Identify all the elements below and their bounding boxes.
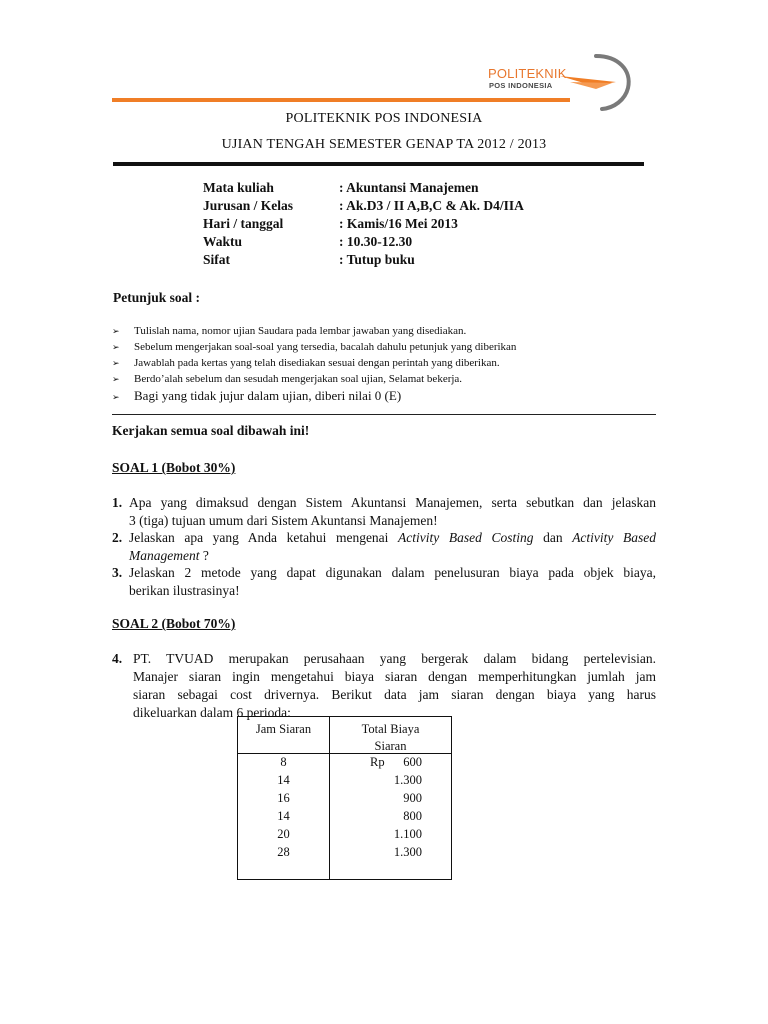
term-abm-part2: Management: [129, 548, 200, 563]
arrow-bullet-icon: ➢: [112, 327, 120, 337]
info-value-hari: : Kamis/16 Mei 2013: [339, 216, 458, 231]
question-text: siaran sebagai cost drivernya. Berikut data jam siaran dengan biaya yang harus: [133, 687, 656, 702]
info-label-mata-kuliah: Mata kuliah: [203, 180, 274, 195]
question-text: Apa yang dimaksud dengan Sistem Akuntansi Manajemen, serta sebutkan dan jelaskan: [129, 495, 656, 510]
question-2: [112, 529, 656, 565]
logo-text-politeknik: POLITEKNIK: [488, 66, 567, 81]
soal-1-heading: SOAL 1 (Bobot 30%): [112, 460, 236, 475]
jam-siaran-table: [237, 716, 452, 880]
instruction-item: ➢ Tulislah nama, nomor ujian Saudara pada lembar jawaban yang disediakan.: [112, 325, 467, 337]
soal-2-heading: SOAL 2 (Bobot 70%): [112, 616, 236, 631]
instruction-item: ➢ Sebelum mengerjakan soal-soal yang tersedia, bacalah dahulu petunjuk yang diberikan: [112, 341, 517, 353]
question-number: 3.: [112, 565, 123, 580]
question-1: [112, 494, 656, 530]
table-cell-jam: 28: [277, 845, 290, 859]
instructions-title: Petunjuk soal :: [113, 290, 201, 305]
arrow-bullet-icon: ➢: [112, 393, 120, 403]
table-cell-biaya: 800: [403, 809, 422, 823]
info-label-sifat: Sifat: [203, 252, 230, 267]
question-number: 4.: [112, 651, 123, 666]
institution-title: POLITEKNIK POS INDONESIA: [285, 111, 483, 126]
term-abm-part1: Activity Based: [572, 530, 657, 545]
info-value-sifat: : Tutup buku: [339, 252, 415, 267]
arrow-bullet-icon: ➢: [112, 375, 120, 385]
exam-title: UJIAN TENGAH SEMESTER GENAP TA 2012 / 2013: [221, 137, 547, 152]
politeknik-logo-swoosh-icon: [556, 52, 634, 112]
question-number: 1.: [112, 495, 123, 510]
table-cell-jam: 20: [277, 827, 290, 841]
table-cell-biaya: 1.300: [393, 845, 422, 859]
table-cell-biaya: 600: [403, 755, 422, 769]
table-cell-jam: 14: [277, 809, 290, 823]
table-cell-jam: 14: [277, 773, 290, 787]
header-orange-rule: [112, 98, 570, 102]
header-thick-rule: [113, 162, 644, 166]
table-header-total-biaya: Total Biaya Siaran: [361, 722, 420, 753]
question-text: Jelaskan apa yang Anda ketahui mengenai: [129, 530, 399, 545]
table-header-jam-siaran: Jam Siaran: [255, 722, 312, 736]
table-cell-biaya: 1.300: [393, 773, 422, 787]
term-abc: Activity Based Costing: [398, 530, 534, 545]
question-text: dan: [533, 530, 573, 545]
info-label-jurusan: Jurusan / Kelas: [203, 198, 294, 213]
question-3: [112, 564, 656, 600]
table-cell-jam: 16: [277, 791, 290, 805]
question-number: 2.: [112, 530, 123, 545]
instruction-item: ➢ Jawablah pada kertas yang telah disediakan sesuai dengan perintah yang diberikan.: [112, 357, 500, 369]
table-cell-biaya: 1.100: [393, 827, 422, 841]
info-label-waktu: Waktu: [203, 234, 243, 249]
directive-text: Kerjakan semua soal dibawah ini!: [112, 423, 310, 438]
info-value-waktu: : 10.30-12.30: [339, 234, 413, 249]
instruction-item: ➢ Berdo’alah sebelum dan sesudah mengerjakan soal ujian, Selamat bekerja.: [112, 373, 463, 385]
table-cell-jam: 8: [280, 755, 287, 769]
question-text: PT. TVUAD merupakan perusahaan yang bergerak dalam bidang pertelevisian.: [133, 651, 656, 666]
question-text: Jelaskan 2 metode yang dapat digunakan dalam penelusuran biaya pada objek biaya,: [129, 565, 656, 580]
instruction-item: ➢ Bagi yang tidak jujur dalam ujian, diberi nilai 0 (E): [112, 388, 402, 403]
info-label-hari: Hari / tanggal: [203, 216, 284, 231]
logo-text-pos-indonesia: POS INDONESIA: [489, 81, 553, 90]
question-4: [112, 650, 656, 722]
question-text: berikan ilustrasinya!: [129, 583, 240, 598]
question-text: 3 (tiga) tujuan umum dari Sistem Akuntansi Manajemen!: [129, 513, 438, 528]
question-text: Manajer siaran ingin mengetahui biaya siaran dengan memperhitungkan jumlah jam: [133, 669, 656, 684]
section-divider: [112, 414, 656, 415]
table-cell-currency: Rp: [370, 755, 385, 769]
question-text: dikeluarkan dalam 6 perioda:: [133, 705, 291, 720]
info-value-mata-kuliah: : Akuntansi Manajemen: [339, 180, 479, 195]
arrow-bullet-icon: ➢: [112, 359, 120, 369]
question-text: ?: [199, 548, 209, 563]
table-cell-biaya: 900: [403, 791, 422, 805]
arrow-bullet-icon: ➢: [112, 343, 120, 353]
info-value-jurusan: : Ak.D3 / II A,B,C & Ak. D4/IIA: [339, 198, 524, 213]
